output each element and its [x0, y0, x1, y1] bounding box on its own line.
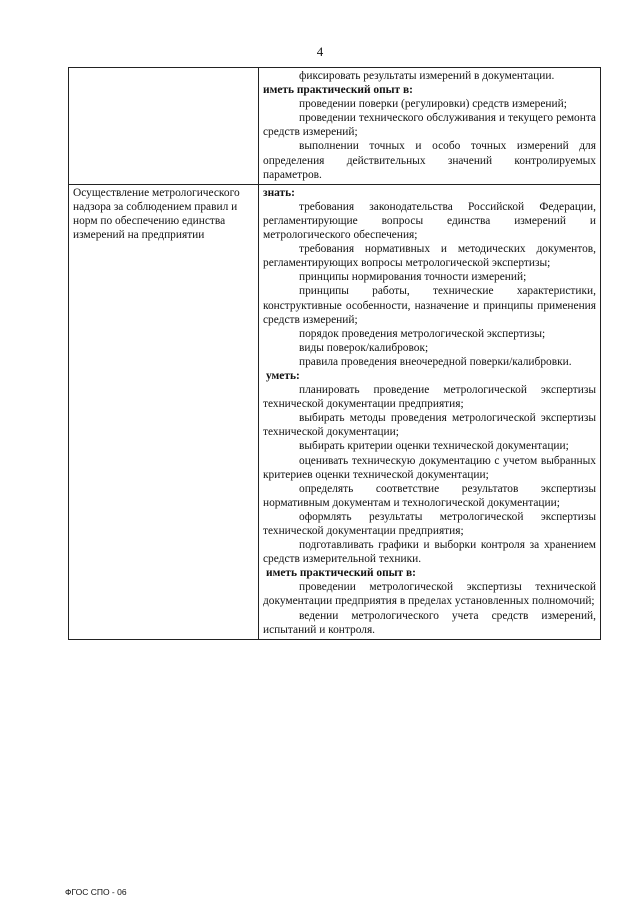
requirement-paragraph: ведении метрологического учета средств измерений, испытаний и контроля.: [263, 609, 596, 636]
requirement-paragraph: подготавливать графики и выборки контроля за хранением средств измерительной техники.: [263, 539, 596, 566]
requirement-paragraph: выбирать методы проведения метрологической экспертизы технической документации;: [263, 412, 596, 439]
requirement-paragraph: правила проведения внеочередной поверки/калибровки.: [299, 355, 572, 368]
requirement-paragraph: принципы работы, технические характеристики, конструктивные особенности, назначение и принципы применения средств измерений;: [263, 285, 596, 326]
requirement-paragraph: требования законодательства Российской Федерации, регламентирующие вопросы единства измерений и метрологического обеспечения;: [263, 200, 596, 242]
section-header: уметь:: [266, 369, 300, 382]
section-header: иметь практический опыт в:: [263, 84, 413, 97]
requirement-paragraph: проведении технического обслуживания и текущего ремонта средств измерений;: [263, 112, 596, 139]
requirement-paragraph: определять соответствие результатов экспертизы нормативным документам и технологической документации;: [263, 482, 596, 509]
table-row: [69, 68, 601, 185]
requirements-cell: [259, 68, 601, 185]
competency-table: [68, 67, 601, 640]
requirement-paragraph: порядок проведения метрологической экспертизы;: [299, 327, 546, 340]
table-row: [69, 184, 601, 639]
table-body: [69, 68, 601, 640]
page-number: 4: [316, 44, 324, 59]
requirements-cell: [259, 184, 601, 639]
activity-cell: Осуществление метрологического надзора за соблюдением правил и норм по обеспечению единства измерений на предприятии: [69, 184, 259, 639]
requirement-paragraph: выбирать критерии оценки технической документации;: [299, 440, 569, 453]
requirement-paragraph: планировать проведение метрологической экспертизы технической документации предприятия;: [263, 384, 596, 411]
requirement-paragraph: требования нормативных и методических документов, регламентирующих вопросы метрологической экспертизы;: [263, 243, 596, 270]
requirement-paragraph: оформлять результаты метрологической экспертизы технической документации предприятия;: [263, 510, 596, 537]
section-header: знать:: [263, 186, 295, 199]
requirement-paragraph: выполнении точных и особо точных измерений для определения действительных значений контролируемых параметров.: [263, 140, 596, 181]
requirement-paragraph: проведении метрологической экспертизы технической документации предприятия в пределах установленных полномочий;: [263, 581, 596, 608]
requirement-paragraph: проведении поверки (регулировки) средств измерений;: [299, 98, 567, 111]
requirement-paragraph: оценивать техническую документацию с учетом выбранных критериев оценки технической документации;: [263, 454, 596, 481]
footer-code: ФГОС СПО - 06: [65, 887, 127, 897]
requirement-paragraph: виды поверок/калибровок;: [299, 341, 429, 354]
section-header: иметь практический опыт в:: [266, 567, 416, 580]
requirement-paragraph: фиксировать результаты измерений в документации.: [299, 70, 555, 82]
requirement-paragraph: принципы нормирования точности измерений;: [299, 271, 527, 284]
activity-cell: [69, 68, 259, 185]
